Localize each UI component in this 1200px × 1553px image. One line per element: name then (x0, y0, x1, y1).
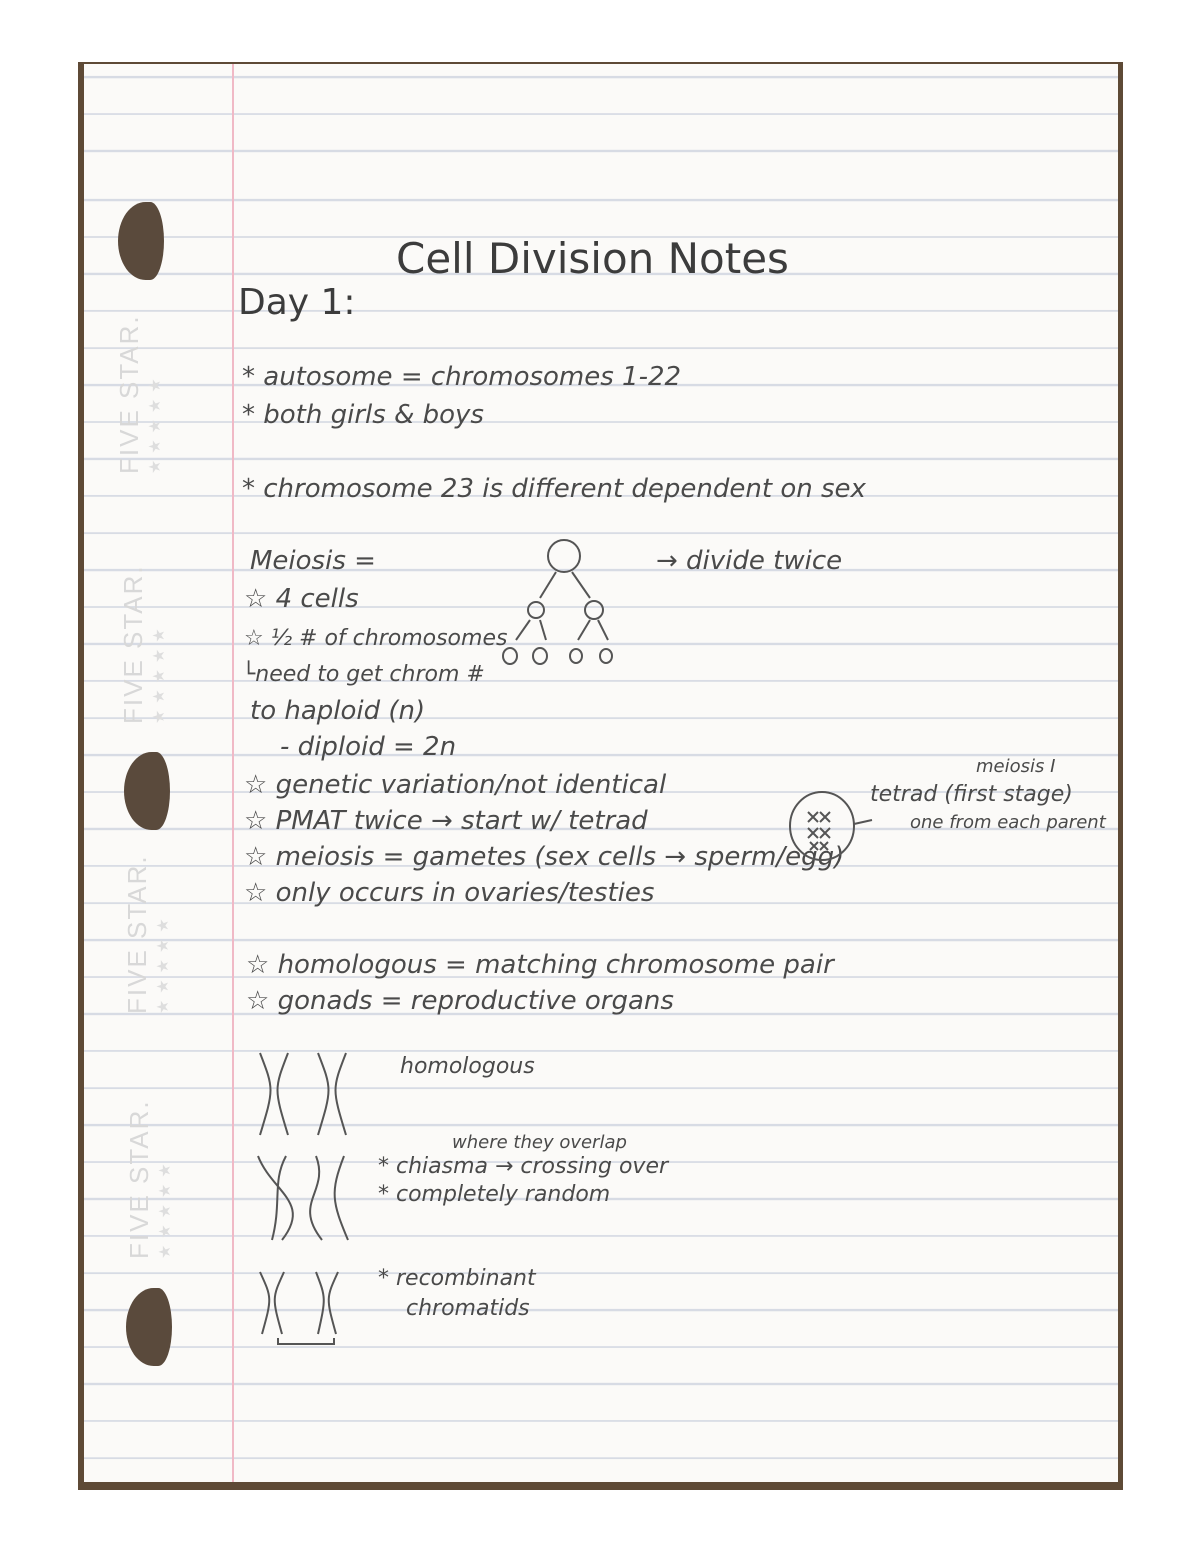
note-pmat-twice: ☆ PMAT twice → start w/ tetrad (244, 806, 648, 836)
note-half-chromosomes: ☆ ½ # of chromosomes (244, 626, 508, 651)
margin-line (232, 64, 234, 1482)
brand-watermark-4 (124, 1099, 175, 1259)
label-recombinant: * recombinant (378, 1266, 536, 1291)
brand-text: FIVE STAR. (124, 1099, 154, 1259)
homologous-chromosomes-diagram (254, 1049, 354, 1139)
brand-stars: ★★★★★ (151, 622, 168, 724)
tetrad-note-header: meiosis I (976, 756, 1056, 777)
note-diploid: - diploid = 2n (280, 732, 457, 762)
note-autosome: * autosome = chromosomes 1-22 (242, 362, 682, 392)
brand-stars: ★★★★★ (157, 1157, 174, 1259)
brand-text: FIVE STAR. (114, 314, 144, 474)
binder-hole-top (118, 202, 164, 280)
note-homologous: ☆ homologous = matching chromosome pair (246, 950, 834, 980)
note-ovaries: ☆ only occurs in ovaries/testies (244, 878, 655, 908)
label-completely-random: * completely random (378, 1182, 611, 1207)
note-gonads: ☆ gonads = reproductive organs (246, 986, 674, 1016)
label-chromatids: chromatids (406, 1296, 530, 1321)
brand-text: FIVE STAR. (122, 854, 152, 1014)
brand-watermark-1 (114, 314, 165, 474)
note-genetic-variation: ☆ genetic variation/not identical (244, 770, 667, 800)
brand-watermark-3 (122, 854, 173, 1014)
notebook-page (84, 64, 1118, 1482)
label-homologous: homologous (400, 1054, 535, 1079)
note-gametes: ☆ meiosis = gametes (sex cells → sperm/egg) (244, 842, 845, 872)
brand-text: FIVE STAR. (118, 564, 148, 724)
brand-stars: ★★★★★ (155, 912, 172, 1014)
note-four-cells: ☆ 4 cells (244, 584, 359, 614)
brand-stars: ★★★★★ (147, 372, 164, 474)
tetrad-note-line2: one from each parent (910, 812, 1106, 833)
label-where-overlap: where they overlap (452, 1132, 627, 1153)
label-chiasma: * chiasma → crossing over (378, 1154, 669, 1179)
note-need-chrom: └need to get chrom # (242, 662, 485, 687)
binder-hole-bottom (126, 1288, 172, 1366)
meiosis-heading: Meiosis = (250, 546, 376, 576)
page-title: Cell Division Notes (396, 234, 789, 283)
note-haploid: to haploid (n) (250, 696, 426, 726)
recombinant-chromatids-diagram (254, 1268, 354, 1348)
note-both-sexes: * both girls & boys (242, 400, 484, 430)
crossing-over-diagram (252, 1152, 362, 1244)
note-divide-twice: → divide twice (656, 546, 843, 576)
note-chromosome-23: * chromosome 23 is different dependent on sex (242, 474, 866, 504)
day-heading: Day 1: (238, 282, 356, 323)
meiosis-division-diagram (494, 536, 624, 672)
brand-watermark-2 (118, 564, 169, 724)
tetrad-note-line1: tetrad (first stage) (870, 782, 1073, 807)
binder-hole-middle (124, 752, 170, 830)
tetrad-cell-diagram (784, 784, 874, 864)
